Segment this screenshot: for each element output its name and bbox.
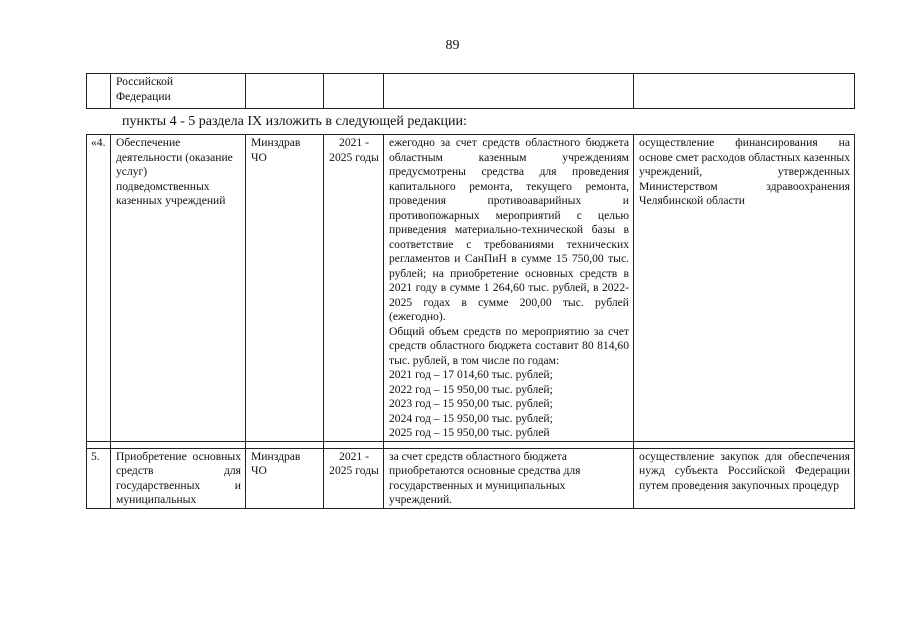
year-line: 2022 год – 15 950,00 тыс. рублей; [389, 382, 553, 396]
row-note: осуществление закупок для обеспечения нужд субъекта Российской Федерации путем проведения закупочных процедур [634, 448, 855, 508]
year-line: 2023 год – 15 950,00 тыс. рублей; [389, 397, 553, 410]
spacer-cell [111, 441, 246, 448]
cell-text: Федерации [116, 89, 171, 103]
row-years: 2021 - 2025 годы [324, 448, 384, 508]
row-number: 5. [87, 448, 111, 508]
spacer-cell [324, 441, 384, 448]
row-name: Обеспечение деятельности (оказание услуг) подведомственных казенных учреждений [111, 135, 246, 442]
description-total: Общий объем средств по мероприятию за счет средств областного бюджета составит 80 814,60 тыс. рублей, в том числе по годам: [389, 324, 629, 367]
main-table [86, 134, 855, 509]
spacer-cell [87, 441, 111, 448]
row-years: 2021 - 2025 годы [324, 135, 384, 442]
cell-desc [384, 74, 634, 109]
table-row [87, 135, 855, 442]
cell-text: Российской [116, 75, 174, 88]
spacer-cell [634, 441, 855, 448]
year-line: 2025 год – 15 950,00 тыс. рублей [389, 426, 550, 439]
description-text: ежегодно за счет средств областного бюджета областным казенным учреждениям предусмотрены средства для проведения капитального ремонта, текущего ремонта, проведения противоаварийных и противопожарных мероприятий с целью приведения материально-технической базы в соответствие с требованиями технических регламентов и СанПиН в сумме 15 750,00 тыс. рублей; на приобретение основных средств в 2021 году в сумме 1 264,60 тыс. рублей, в 2022-2025 годах в сумме 200,00 тыс. рублей (ежегодно). [389, 136, 629, 323]
row-executor: Минздрав ЧО [246, 448, 324, 508]
row-note: осуществление финансирования на основе смет расходов областных казенных учреждений, утвержденных Министерством здравоохранения Челябинской области [634, 135, 855, 442]
year-line: 2021 год – 17 014,60 тыс. рублей; [389, 368, 553, 381]
cell-years [324, 74, 384, 109]
cell-name [111, 74, 246, 109]
row-description: за счет средств областного бюджета приобретаются основные средства для государственных и муниципальных учреждений. [384, 448, 634, 508]
row-number: «4. [87, 135, 111, 442]
row-name: Приобретение основных средств для государственных и муниципальных [111, 448, 246, 508]
row-executor: Минздрав ЧО [246, 135, 324, 442]
row-spacer [87, 441, 855, 448]
page-number: 89 [445, 38, 460, 53]
previous-table-fragment [86, 73, 855, 109]
intro-text: пункты 4 - 5 раздела IX изложить в следующей редакции: [122, 114, 467, 129]
year-line: 2024 год – 15 950,00 тыс. рублей; [389, 411, 553, 425]
table-row [87, 448, 855, 508]
cell-note [634, 74, 855, 109]
cell-executor [246, 74, 324, 109]
spacer-cell [384, 441, 634, 448]
table-row [87, 74, 855, 109]
row-description [384, 135, 634, 442]
spacer-cell [246, 441, 324, 448]
cell-num [87, 74, 111, 109]
